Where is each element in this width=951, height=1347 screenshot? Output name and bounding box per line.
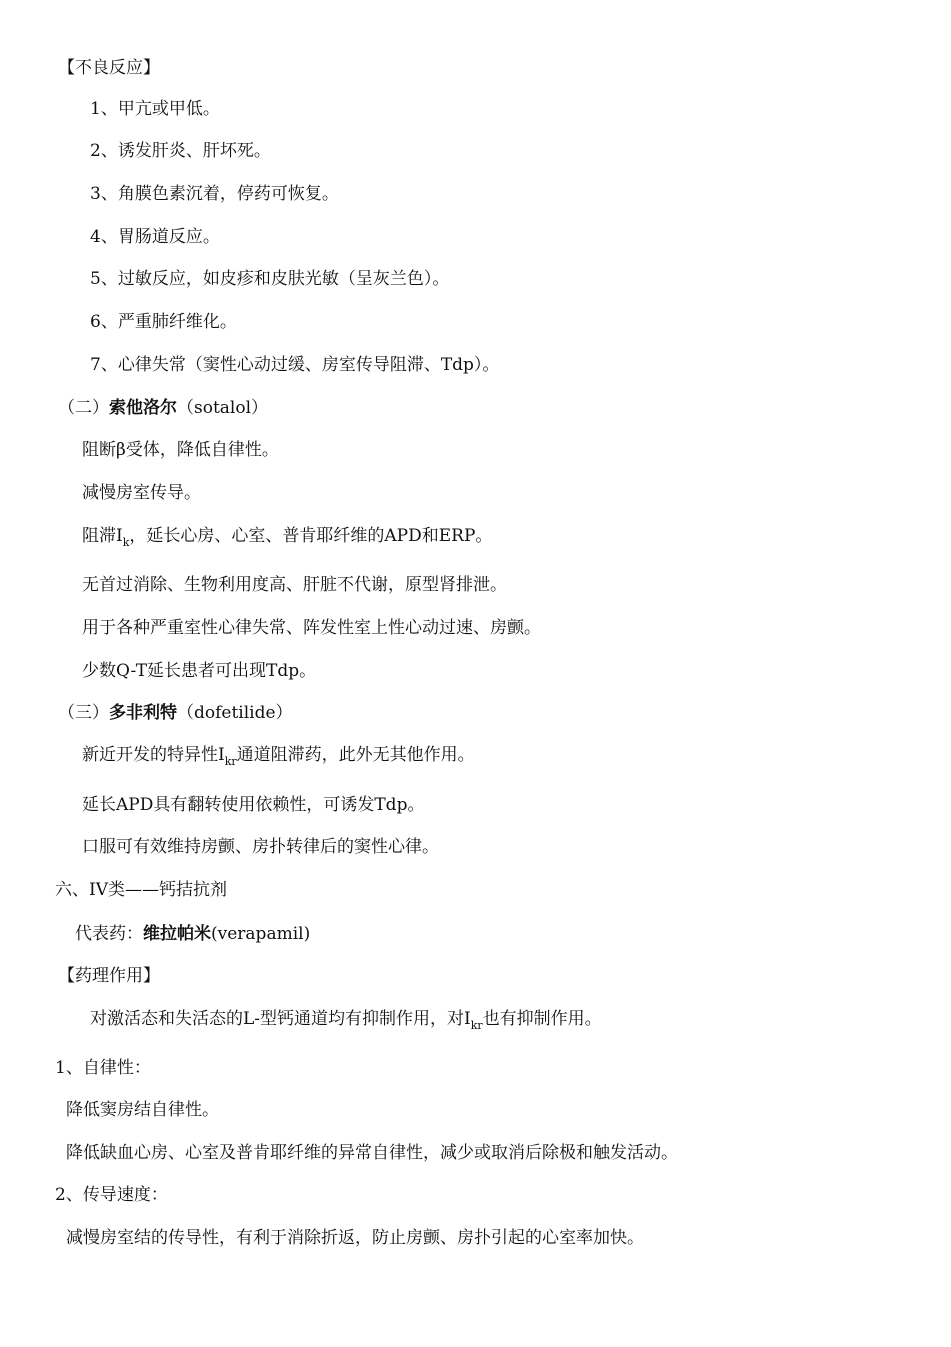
pharm-line-1 xyxy=(90,1011,602,1031)
dofetilide-latin: （dofetilide） xyxy=(177,703,293,723)
adverse-item-7: 7、心律失常（窦性心动过缓、房室传导阻滞、Tdp）。 xyxy=(90,355,500,375)
automaticity-line-1: 降低窦房结自律性。 xyxy=(66,1100,219,1120)
sotalol-latin: （sotalol） xyxy=(177,398,269,418)
representative-drug xyxy=(75,926,310,943)
adverse-item-3: 3、角膜色素沉着，停药可恢复。 xyxy=(90,184,339,204)
sotalol-line-3-a: 阻滞I xyxy=(82,526,123,546)
dofetilide-line-1 xyxy=(82,747,475,767)
dofetilide-name: 多非利特 xyxy=(109,703,177,723)
adverse-heading: 【不良反应】 xyxy=(58,58,160,78)
sotalol-line-4: 无首过消除、生物利用度高、肝脏不代谢，原型肾排泄。 xyxy=(82,575,507,595)
rep-latin: (verapamil) xyxy=(211,924,311,944)
sotalol-heading xyxy=(58,400,268,417)
automaticity-heading: 1、自律性： xyxy=(55,1058,151,1078)
sotalol-line-3-b: ，延长心房、心室、普肯耶纤维的APD和ERP。 xyxy=(129,526,493,546)
adverse-item-1: 1、甲亢或甲低。 xyxy=(90,99,220,119)
dofetilide-prefix: （三） xyxy=(58,703,109,723)
adverse-item-4: 4、胃肠道反应。 xyxy=(90,227,220,247)
sotalol-line-3-sub: k xyxy=(122,536,130,549)
pharm-line-1-b: 也有抑制作用。 xyxy=(482,1009,602,1029)
pharm-line-1-sub: kr xyxy=(470,1019,483,1032)
dofetilide-line-3: 口服可有效维持房颤、房扑转律后的窦性心律。 xyxy=(82,837,439,857)
dofetilide-line-1-sub: kr xyxy=(224,755,237,768)
conduction-heading: 2、传导速度： xyxy=(55,1185,168,1205)
dofetilide-line-1-a: 新近开发的特异性I xyxy=(82,745,225,765)
class4-heading: 六、IV类——钙拮抗剂 xyxy=(55,880,227,900)
rep-label: 代表药： xyxy=(75,924,143,944)
sotalol-line-1: 阻断β受体，降低自律性。 xyxy=(82,440,279,460)
automaticity-line-2: 降低缺血心房、心室及普肯耶纤维的异常自律性，减少或取消后除极和触发活动。 xyxy=(66,1143,678,1163)
dofetilide-line-1-b: 通道阻滞药，此外无其他作用。 xyxy=(236,745,475,765)
sotalol-prefix: （二） xyxy=(58,398,109,418)
sotalol-line-5: 用于各种严重室性心律失常、阵发性室上性心动过速、房颤。 xyxy=(82,618,541,638)
sotalol-name: 索他洛尔 xyxy=(109,398,177,418)
sotalol-line-2: 减慢房室传导。 xyxy=(82,483,201,503)
adverse-item-6: 6、严重肺纤维化。 xyxy=(90,312,237,332)
adverse-item-2: 2、诱发肝炎、肝坏死。 xyxy=(90,141,271,161)
conduction-line-1: 减慢房室结的传导性，有利于消除折返，防止房颤、房扑引起的心室率加快。 xyxy=(66,1228,644,1248)
sotalol-line-3 xyxy=(82,528,492,548)
dofetilide-heading xyxy=(58,705,293,722)
rep-name: 维拉帕米 xyxy=(143,924,211,944)
dofetilide-line-2: 延长APD具有翻转使用依赖性，可诱发Tdp。 xyxy=(82,795,425,815)
pharm-line-1-a: 对激活态和失活态的L-型钙通道均有抑制作用，对I xyxy=(90,1009,471,1029)
sotalol-line-6: 少数Q-T延长患者可出现Tdp。 xyxy=(82,661,317,681)
pharm-heading: 【药理作用】 xyxy=(58,966,160,986)
adverse-item-5: 5、过敏反应，如皮疹和皮肤光敏（呈灰兰色）。 xyxy=(90,269,450,289)
